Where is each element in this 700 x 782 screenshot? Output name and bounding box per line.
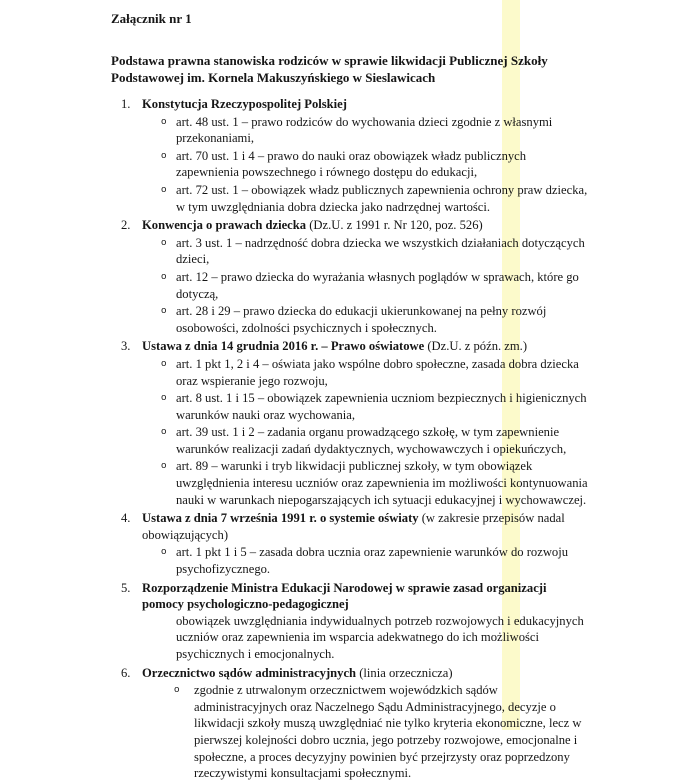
circle-bullet-icon: o: [174, 685, 180, 696]
section-heading: Ustawa z dnia 14 grudnia 2016 r. – Prawo oświatowe (Dz.U. z późn. zm.): [142, 339, 528, 354]
list-item: o zgodnie z utrwalonym orzecznictwem wojewódzkich sądów administracyjnych oraz Naczelnego Sądu Administracyjnego, decyzje o likwidacji szkoły muszą uwzględniać nie tylko kryteria ekonomiczne, lecz w pierwszej kolejności dobro ucznia, jego potrzeby rozwojowe, emocjonalne i społeczne, a proces decyzyjny powinien być przejrzysty oraz poprzedzony rzeczywistymi konsultacjami społecznymi.: [174, 683, 582, 781]
document-title: Podstawa prawna stanowiska rodziców w sprawie likwidacji Publicznej Szkoły Podstawowej im. Kornela Makuszyńskiego w Sieslawicach: [111, 53, 548, 85]
legal-basis-list: [121, 96, 591, 782]
circle-bullet-icon: o: [161, 150, 167, 161]
circle-bullet-icon: o: [161, 427, 167, 438]
section-items: [142, 613, 591, 663]
section-number: 4.: [121, 511, 131, 526]
section-number: 5.: [121, 580, 131, 595]
section-heading: Konstytucja Rzeczypospolitej Polskiej: [142, 97, 347, 111]
section-items: [142, 682, 591, 782]
list-item: o art. 48 ust. 1 – prawo rodziców do wychowania dzieci zgodnie z własnymi przekonaniami,: [161, 114, 553, 146]
circle-bullet-icon: o: [161, 184, 167, 195]
circle-bullet-icon: o: [161, 547, 167, 558]
section-convention: [121, 217, 591, 336]
section-number: 3.: [121, 339, 131, 354]
section-items: [142, 544, 591, 577]
circle-bullet-icon: o: [161, 271, 167, 282]
section-items: [142, 114, 591, 216]
section-items: [142, 356, 591, 508]
circle-bullet-icon: o: [161, 116, 167, 127]
circle-bullet-icon: o: [161, 306, 167, 317]
annex-label: Załącznik nr 1: [111, 11, 192, 26]
section-regulation: [121, 580, 591, 663]
list-item: o art. 1 pkt 1, 2 i 4 – oświata jako wspólne dobro społeczne, zasada dobra dziecka oraz wspieranie jego rozwoju,: [161, 356, 579, 388]
section-number: 2.: [121, 218, 131, 233]
list-item: o art. 1 pkt 1 i 5 – zasada dobra ucznia oraz zapewnienie warunków do rozwoju psychofizycznego.: [161, 545, 569, 577]
list-item: o art. 3 ust. 1 – nadrzędność dobra dziecka we wszystkich działaniach dotyczących dzieci,: [161, 235, 585, 267]
circle-bullet-icon: o: [161, 358, 167, 369]
section-heading: Orzecznictwo sądów administracyjnych (linia orzecznicza): [142, 665, 453, 680]
list-item: o art. 39 ust. 1 i 2 – zadania organu prowadzącego szkołę, w tym zapewnienie warunków realizacji zadań dydaktycznych, wychowawczych i opiekuńczych,: [161, 425, 567, 456]
list-item: o art. 8 ust. 1 i 15 – obowiązek zapewnienia uczniom bezpiecznych i higienicznych warunków nauki oraz wychowania,: [161, 391, 587, 422]
list-item: obowiązek uwzględniania indywidualnych potrzeb rozwojowych i edukacyjnych uczniów oraz zapewnienia im wsparcia adekwatnego do ich możliwości psychicznych i emocjonalnych.: [176, 613, 584, 661]
list-item: o art. 70 ust. 1 i 4 – prawo do nauki oraz obowiązek władz publicznych zapewnienia powszechnego i równego dostępu do edukacji,: [161, 148, 527, 180]
section-constitution: [121, 96, 591, 215]
circle-bullet-icon: o: [161, 237, 167, 248]
section-items: [142, 235, 591, 337]
list-item: o art. 72 ust. 1 – obowiązek władz publicznych zapewnienia ochrony praw dziecka, w tym uwzględniania dobra dziecka jako nadrzędnej wartości.: [161, 182, 588, 214]
section-number: 1.: [121, 97, 131, 111]
section-heading: Konwencja o prawach dziecka (Dz.U. z 1991 r. Nr 120, poz. 526): [142, 218, 483, 233]
section-case-law: [121, 665, 591, 782]
circle-bullet-icon: o: [161, 393, 167, 404]
section-heading: Rozporządzenie Ministra Edukacji Narodowej w sprawie zasad organizacji pomocy psychologiczno-pedagogicznej: [142, 580, 547, 612]
section-number: 6.: [121, 665, 131, 680]
section-education-law: [121, 338, 591, 508]
list-item: o art. 28 i 29 – prawo dziecka do edukacji ukierunkowanej na pełny rozwój osobowości, zdolności psychicznych i społecznych.: [161, 304, 547, 335]
section-heading: Ustawa z dnia 7 września 1991 r. o systemie oświaty (w zakresie przepisów nadal obowiązujących): [142, 511, 565, 542]
circle-bullet-icon: o: [161, 461, 167, 472]
section-education-system-act: [121, 510, 591, 577]
list-item: o art. 89 – warunki i tryb likwidacji publicznej szkoły, w tym obowiązek uwzględnienia interesu uczniów oraz zapewnienia im możliwości kontynuowania nauki w warunkach niepogarszających ich sytuacji edukacyjnej i wychowawczej.: [161, 459, 588, 507]
list-item: o art. 12 – prawo dziecka do wyrażania własnych poglądów w sprawach, które go dotyczą,: [161, 269, 579, 301]
